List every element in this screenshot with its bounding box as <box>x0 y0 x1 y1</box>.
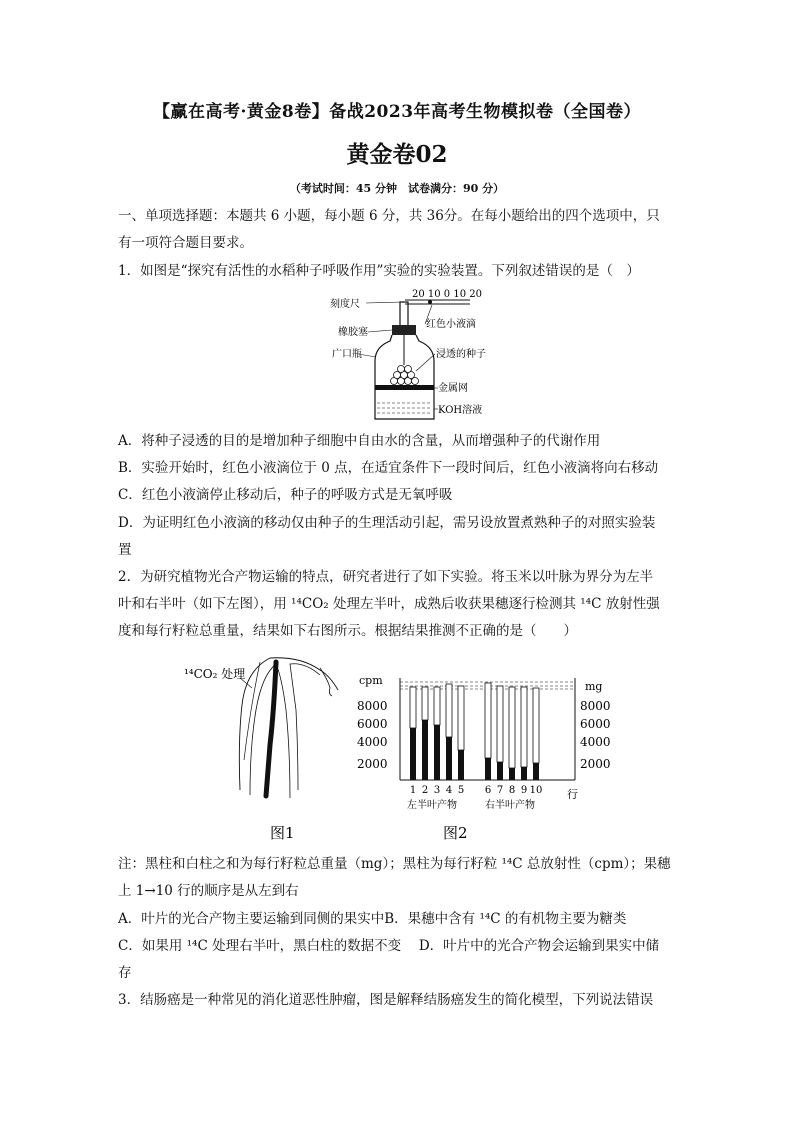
chart-left-unit: cpm <box>359 674 383 687</box>
bar-black-10 <box>533 763 539 780</box>
right-tick-6000: 6000 <box>580 717 611 731</box>
q3-stem: 3．结肠癌是一种常见的消化道恶性肿瘤，图是解释结肠癌发生的简化模型，下列说法错误 <box>118 992 654 1008</box>
bar-black-6 <box>485 758 491 780</box>
bar-white-5 <box>458 686 464 750</box>
group-label-right: 右半叶产物 <box>485 800 535 811</box>
section-instructions-line1: 一、单项选择题：本题共 6 小题，每小题 6 分，共 36分。在每小题给出的四个选项中，只 <box>118 208 660 224</box>
q1-stem: 1．如图是“探究有活性的水稻种子呼吸作用”实验的实验装置。下列叙述错误的是（ ） <box>118 263 640 279</box>
bar-white-10 <box>533 688 539 763</box>
x-tick-9: 9 <box>520 785 528 796</box>
page-subtitle: 黄金卷02 <box>346 141 448 168</box>
seeds <box>391 366 419 385</box>
left-tick-8000: 8000 <box>357 699 388 713</box>
q2-option-d-line2: 存 <box>118 965 132 981</box>
bar-white-2 <box>422 687 428 720</box>
label-seeds: 浸透的种子 <box>436 349 486 360</box>
x-tick-1: 1 <box>409 785 417 796</box>
bar-black-4 <box>446 737 452 780</box>
label-bottle: 广口瓶 <box>332 349 362 360</box>
q2-stem-line1: 2．为研究植物光合产物运输的特点，研究者进行了如下实验。将玉米以叶脉为界分为左半 <box>118 569 654 585</box>
bar-black-1 <box>410 728 416 780</box>
q2-option-cd: C．如果用 ¹⁴C 处理右半叶，黑白柱的数据不变 D．叶片中的光合产物会运输到果实中储 <box>118 938 660 954</box>
x-tick-10: 10 <box>529 785 543 796</box>
x-unit-label: 行 <box>567 788 578 801</box>
bar-white-3 <box>434 687 440 725</box>
group-label-left: 左半叶产物 <box>407 800 457 811</box>
label-drop: 红色小液滴 <box>426 319 476 330</box>
fig1-treatment-label: ¹⁴CO₂ 处理 <box>184 667 246 681</box>
fig1-caption: 图1 <box>270 824 295 842</box>
q1-option-c: C．红色小液滴停止移动后，种子的呼吸方式是无氧呼吸 <box>118 487 453 503</box>
x-tick-3: 3 <box>433 785 441 796</box>
koh-solution <box>377 403 432 413</box>
q2-stem-line2: 叶和右半叶（如下左图），用 ¹⁴CO₂ 处理左半叶，成熟后收获果穗逐行检测其 ¹⁴C 放射性强 <box>118 596 660 612</box>
left-tick-4000: 4000 <box>357 735 388 749</box>
bar-white-4 <box>446 684 452 737</box>
bar-black-8 <box>509 768 515 780</box>
exam-info: （考试时间：45 分钟 试卷满分：90 分） <box>289 182 505 195</box>
chart-right-unit: mg <box>585 680 603 693</box>
x-tick-8: 8 <box>508 785 516 796</box>
section-instructions-line2: 有一项符合题目要求。 <box>118 235 253 251</box>
x-tick-5: 5 <box>457 785 465 796</box>
q2-stem-line3: 度和每行籽粒总重量，结果如下右图所示。根据结果推测不正确的是（ ） <box>118 623 577 639</box>
bar-white-8 <box>509 687 515 768</box>
x-tick-4: 4 <box>445 785 453 796</box>
bar-black-9 <box>521 767 527 780</box>
bar-white-9 <box>521 687 527 767</box>
left-tick-6000: 6000 <box>357 717 388 731</box>
bar-white-1 <box>410 687 416 728</box>
label-ruler: 刻度尺 <box>330 299 360 310</box>
bar-black-2 <box>422 720 428 780</box>
right-tick-4000: 4000 <box>580 735 611 749</box>
bar-black-3 <box>434 725 440 780</box>
leaf-midrib <box>266 662 276 796</box>
x-tick-6: 6 <box>484 785 492 796</box>
q1-apparatus-figure <box>330 285 500 425</box>
left-tick-2000: 2000 <box>357 757 388 771</box>
ruler-ticks: 20 10 0 10 20 <box>412 289 482 300</box>
q1-option-a: A．将种子浸透的目的是增加种子细胞中自由水的含量，从而增强种子的代谢作用 <box>118 433 601 449</box>
q1-option-d-line2: 置 <box>118 542 132 558</box>
q1-option-b: B．实验开始时，红色小液滴位于 0 点，在适宜条件下一段时间后，红色小液滴将向右移动 <box>118 460 659 476</box>
bar-white-7 <box>497 686 503 762</box>
fig2-caption: 图2 <box>443 824 468 842</box>
q2-note-line2: 上 1→10 行的顺序是从左到右 <box>118 883 299 899</box>
metal-mesh <box>375 385 434 390</box>
bar-black-7 <box>497 762 503 780</box>
label-mesh: 金属网 <box>438 383 468 394</box>
chart-marks <box>400 678 575 796</box>
q1-option-d-line1: D．为证明红色小液滴的移动仅由种子的生理活动引起，需另设放置煮熟种子的对照实验装 <box>118 515 656 531</box>
q2-leaf-figure <box>180 650 360 850</box>
right-tick-2000: 2000 <box>580 757 611 771</box>
page-title: 【赢在高考·黄金8卷】备战2023年高考生物模拟卷（全国卷） <box>152 102 642 122</box>
red-drop <box>428 300 432 304</box>
x-tick-2: 2 <box>421 785 429 796</box>
label-koh: KOH溶液 <box>438 405 483 416</box>
q2-note-line1: 注：黑柱和白柱之和为每行籽粒总重量（mg）；黑柱为每行籽粒 ¹⁴C 总放射性（cpm）；果穗 <box>118 856 671 872</box>
q2-option-ab: A．叶片的光合产物主要运输到同侧的果实中B．果穗中含有 ¹⁴C 的有机物主要为糖类 <box>118 911 627 927</box>
q2-bar-chart <box>355 670 615 842</box>
rubber-stopper <box>392 325 416 335</box>
x-tick-7: 7 <box>496 785 504 796</box>
right-tick-8000: 8000 <box>580 699 611 713</box>
label-stopper: 橡胶塞 <box>338 327 368 338</box>
bar-white-6 <box>485 683 491 758</box>
bar-black-5 <box>458 750 464 780</box>
